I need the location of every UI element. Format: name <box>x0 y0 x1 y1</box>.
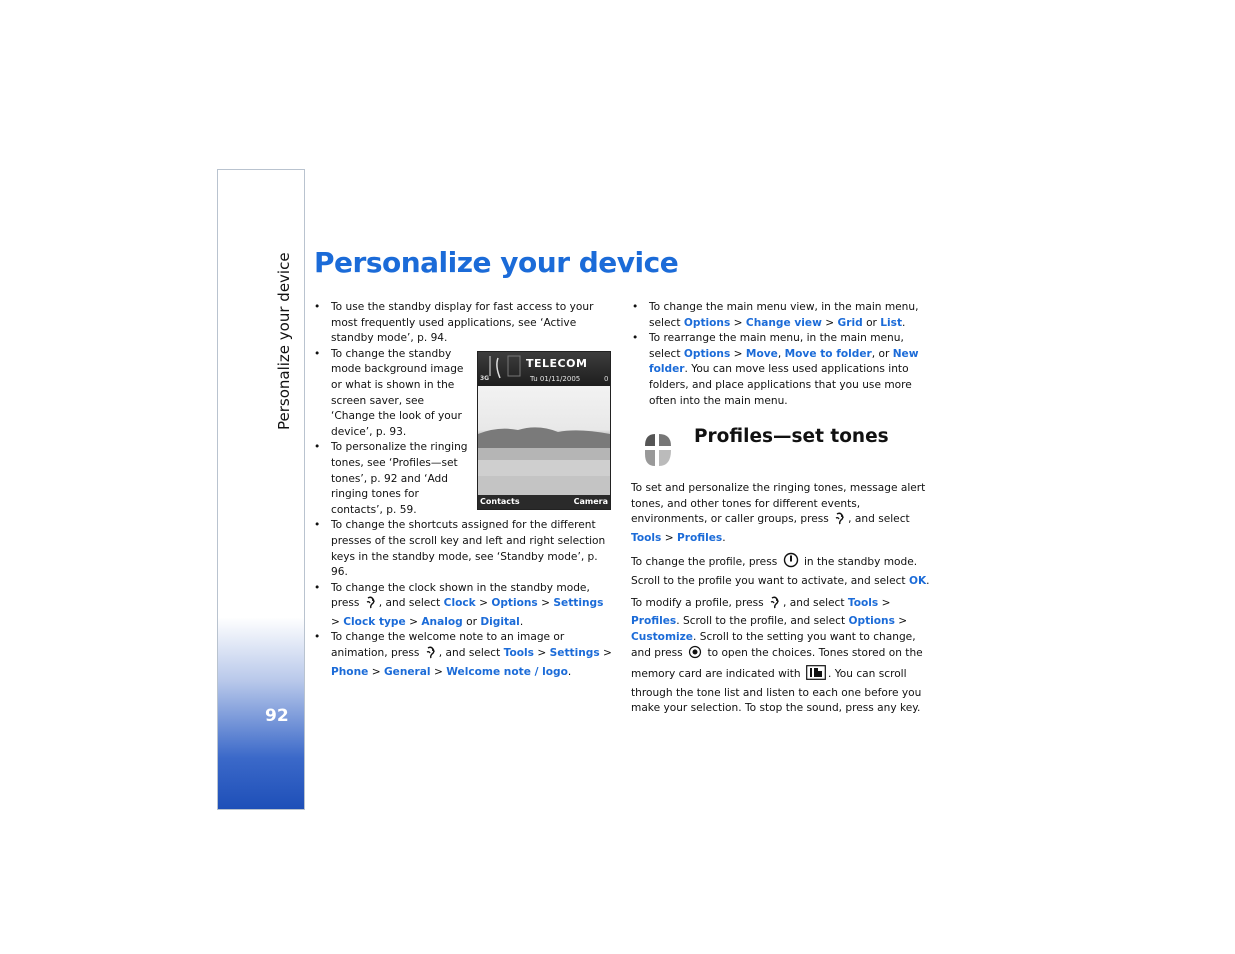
list-item: • To change the standby mode background image or what is shown in the screen saver, see ‘Change the look of your device’, p. 93. <box>313 347 613 441</box>
memory-card-icon <box>806 665 826 686</box>
page-number: 92 <box>265 706 289 726</box>
right-column <box>631 300 931 409</box>
menu-key-icon <box>425 646 437 665</box>
list-item: • To change the clock shown in the standby mode, press , and select Clock > Options > Settings > Clock type > Analog or Digital. <box>313 581 613 631</box>
paragraph: To change the profile, press in the standby mode. Scroll to the profile you want to activate, and select OK. <box>631 552 931 589</box>
list-item: • To change the main menu view, in the main menu, select Options > Change view > Grid or List. <box>631 300 931 331</box>
signal-icon <box>486 354 522 384</box>
operator-name: TELECOM <box>526 357 588 370</box>
menu-key-icon <box>769 596 781 615</box>
paragraph: To set and personalize the ringing tones, message alert tones, and other tones for different events, environments, or caller groups, press , and select Tools > Profiles. <box>631 482 926 544</box>
power-key-icon <box>783 552 799 574</box>
phone-standby-screenshot <box>477 351 611 510</box>
section-body <box>631 481 931 723</box>
list-item: • To personalize the ringing tones, see ‘Profiles—set tones’, p. 92 and ‘Add ringing tones for contacts’, p. 59. <box>313 440 613 518</box>
page-title: Personalize your device <box>314 246 679 279</box>
section-title: Profiles—set tones <box>694 426 889 447</box>
left-softkey-label: Contacts <box>480 497 520 506</box>
sidebar-title: Personalize your device <box>275 252 293 430</box>
paragraph: To modify a profile, press , and select Tools > Profiles. Scroll to the profile, and select Options > Customize. Scroll to the setting you want to change, and press to open the choices. Tones stored on the memory card are indicated with . You can scroll through the tone list and listen to each one before you make your selection. To stop the sound, press any key. <box>631 596 923 715</box>
wallpaper-image <box>478 386 610 495</box>
right-softkey-label: Camera <box>573 497 608 506</box>
menu-key-icon <box>365 596 377 615</box>
battery-indicator: 0 <box>604 375 609 383</box>
scroll-key-icon <box>688 645 702 665</box>
list-item: • To change the shortcuts assigned for the different presses of the scroll key and left and right selection keys in the standby mode, see ‘Standby mode’, p. 96. <box>313 518 613 580</box>
network-indicator: 3G <box>480 375 490 382</box>
phone-date: Tu 01/11/2005 <box>530 375 581 383</box>
list-item: • To change the welcome note to an image or animation, press , and select Tools > Settings > Phone > General > Welcome note / logo. <box>313 630 613 680</box>
profiles-icon <box>641 432 675 472</box>
phone-softkeys <box>478 495 610 510</box>
menu-key-icon <box>834 512 846 531</box>
list-item: • To use the standby display for fast access to your most frequently used applications, see ‘Active standby mode’, p. 94. <box>313 300 613 347</box>
list-item: • To rearrange the main menu, in the main menu, select Options > Move, Move to folder, or New folder. You can move less used applications into folders, and place applications that you use more often into the main menu. <box>631 331 931 409</box>
phone-status-bar <box>478 352 610 386</box>
